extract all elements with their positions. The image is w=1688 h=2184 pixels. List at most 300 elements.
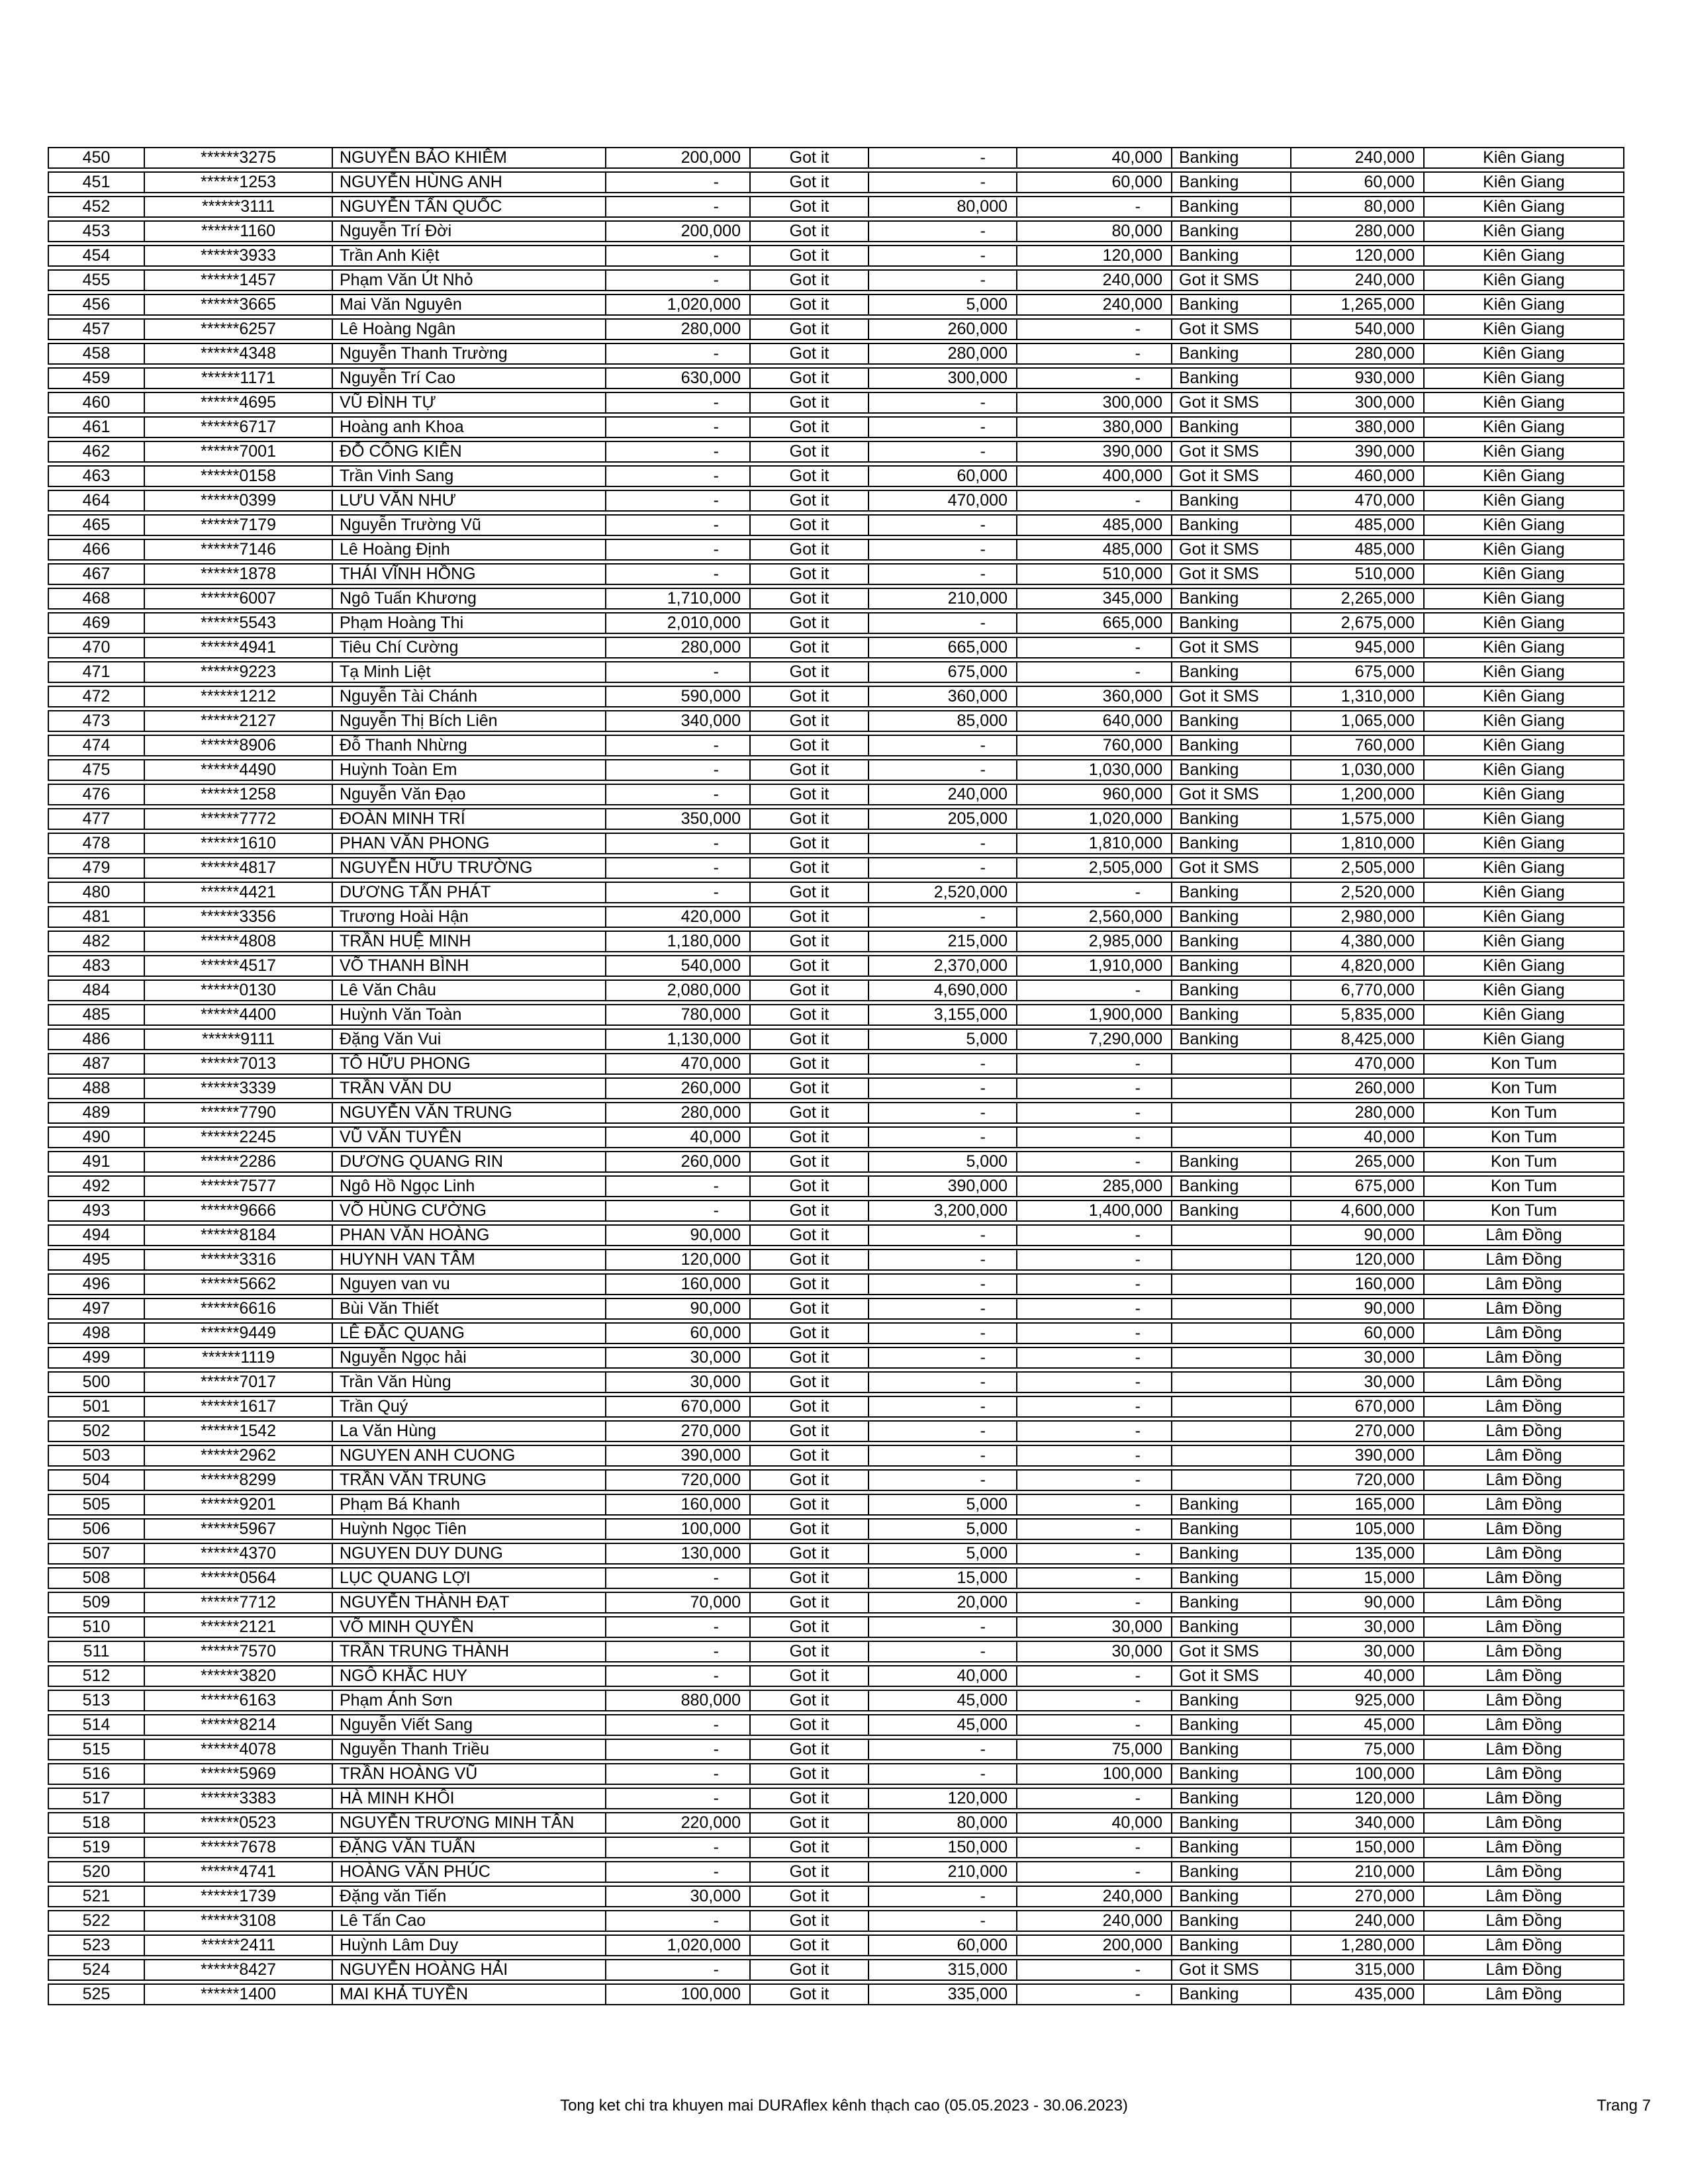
cell-customer-name: Tạ Minh Liệt bbox=[333, 662, 606, 682]
table-row bbox=[48, 1788, 1624, 1809]
cell-customer-name: VÕ MINH QUYỀN bbox=[333, 1617, 606, 1637]
table-row bbox=[48, 1322, 1624, 1344]
cell-customer-name: TRẦN VĂN DU bbox=[333, 1079, 606, 1098]
cell-amount-2: - bbox=[869, 736, 1017, 755]
cell-amount-2: - bbox=[869, 1373, 1017, 1392]
cell-amount-2: - bbox=[869, 1617, 1017, 1637]
cell-amount-2: - bbox=[869, 1911, 1017, 1931]
cell-total-amount: 2,980,000 bbox=[1291, 907, 1425, 927]
cell-amount-3: 100,000 bbox=[1017, 1764, 1172, 1784]
cell-amount-2: - bbox=[869, 1397, 1017, 1416]
cell-province: Kiên Giang bbox=[1483, 736, 1565, 754]
cell-amount-3: - bbox=[1017, 662, 1172, 682]
cell-amount-3: - bbox=[1017, 344, 1172, 363]
cell-province: Lâm Đồng bbox=[1485, 1569, 1562, 1587]
cell-total-amount: 40,000 bbox=[1291, 1128, 1425, 1147]
cell-got-it-status: Got it bbox=[751, 1299, 869, 1318]
cell-row-number: 470 bbox=[49, 638, 145, 657]
cell-masked-phone: ******4348 bbox=[145, 344, 333, 363]
cell-masked-phone: ******6257 bbox=[145, 320, 333, 339]
cell-amount-1: 280,000 bbox=[606, 320, 751, 339]
cell-amount-1: 420,000 bbox=[606, 907, 751, 927]
cell-got-it-status: Got it bbox=[751, 1911, 869, 1931]
cell-got-it-status: Got it bbox=[751, 516, 869, 535]
cell-amount-2: 3,155,000 bbox=[869, 1005, 1017, 1024]
table-row bbox=[48, 1004, 1624, 1026]
cell-masked-phone: ******6717 bbox=[145, 418, 333, 437]
cell-customer-name: Trần Vinh Sang bbox=[333, 467, 606, 486]
cell-payment-method bbox=[1172, 1054, 1291, 1073]
cell-payment-method: Got it SMS bbox=[1172, 467, 1291, 486]
cell-payment-method: Banking bbox=[1172, 1936, 1291, 1955]
table-row bbox=[48, 1396, 1624, 1418]
cell-payment-method: Banking bbox=[1172, 173, 1291, 192]
cell-amount-1: 350,000 bbox=[606, 809, 751, 829]
cell-total-amount: 210,000 bbox=[1291, 1862, 1425, 1882]
cell-amount-2: 85,000 bbox=[869, 711, 1017, 731]
table-row bbox=[48, 1714, 1624, 1736]
cell-amount-3: 2,505,000 bbox=[1017, 858, 1172, 878]
cell-total-amount: 4,820,000 bbox=[1291, 956, 1425, 976]
cell-province: Kiên Giang bbox=[1483, 711, 1565, 730]
cell-province: Kiên Giang bbox=[1483, 516, 1565, 534]
cell-payment-method: Banking bbox=[1172, 760, 1291, 780]
cell-masked-phone: ******8906 bbox=[145, 736, 333, 755]
cell-total-amount: 1,065,000 bbox=[1291, 711, 1425, 731]
cell-got-it-status: Got it bbox=[751, 1250, 869, 1269]
cell-masked-phone: ******1542 bbox=[145, 1422, 333, 1441]
cell-got-it-status: Got it bbox=[751, 320, 869, 339]
cell-masked-phone: ******8299 bbox=[145, 1471, 333, 1490]
cell-amount-2: 360,000 bbox=[869, 687, 1017, 706]
cell-amount-3: 1,810,000 bbox=[1017, 834, 1172, 853]
cell-province: Kiên Giang bbox=[1483, 222, 1565, 240]
cell-amount-1: - bbox=[606, 736, 751, 755]
cell-payment-method: Banking bbox=[1172, 1715, 1291, 1735]
cell-row-number: 495 bbox=[49, 1250, 145, 1269]
cell-amount-2: - bbox=[869, 1054, 1017, 1073]
cell-customer-name: Huỳnh Toàn Em bbox=[333, 760, 606, 780]
cell-payment-method: Banking bbox=[1172, 1740, 1291, 1759]
cell-province: Lâm Đồng bbox=[1485, 1764, 1562, 1783]
cell-amount-1: 30,000 bbox=[606, 1373, 751, 1392]
cell-amount-2: 5,000 bbox=[869, 1152, 1017, 1171]
cell-amount-3: 665,000 bbox=[1017, 614, 1172, 633]
cell-customer-name: Nguyễn Trí Cao bbox=[333, 369, 606, 388]
cell-amount-2: - bbox=[869, 614, 1017, 633]
cell-total-amount: 470,000 bbox=[1291, 1054, 1425, 1073]
cell-total-amount: 60,000 bbox=[1291, 173, 1425, 192]
table-row bbox=[48, 637, 1624, 659]
cell-masked-phone: ******7146 bbox=[145, 540, 333, 559]
table-row bbox=[48, 465, 1624, 487]
cell-amount-3: 240,000 bbox=[1017, 1911, 1172, 1931]
cell-amount-1: - bbox=[606, 467, 751, 486]
cell-amount-2: - bbox=[869, 1299, 1017, 1318]
cell-masked-phone: ******0523 bbox=[145, 1813, 333, 1833]
cell-got-it-status: Got it bbox=[751, 467, 869, 486]
cell-got-it-status: Got it bbox=[751, 1103, 869, 1122]
cell-amount-1: - bbox=[606, 1740, 751, 1759]
cell-masked-phone: ******8184 bbox=[145, 1226, 333, 1245]
cell-amount-1: - bbox=[606, 1617, 751, 1637]
table-row bbox=[48, 808, 1624, 830]
cell-row-number: 499 bbox=[49, 1348, 145, 1367]
cell-amount-3: - bbox=[1017, 883, 1172, 902]
cell-amount-2: 5,000 bbox=[869, 1030, 1017, 1049]
cell-total-amount: 60,000 bbox=[1291, 1324, 1425, 1343]
cell-amount-3: 200,000 bbox=[1017, 1936, 1172, 1955]
cell-amount-2: 60,000 bbox=[869, 467, 1017, 486]
cell-masked-phone: ******2962 bbox=[145, 1446, 333, 1465]
cell-masked-phone: ******4400 bbox=[145, 1005, 333, 1024]
cell-got-it-status: Got it bbox=[751, 1324, 869, 1343]
cell-total-amount: 30,000 bbox=[1291, 1617, 1425, 1637]
cell-masked-phone: ******6163 bbox=[145, 1691, 333, 1710]
cell-amount-1: - bbox=[606, 1201, 751, 1220]
table-row bbox=[48, 1934, 1624, 1956]
cell-total-amount: 4,600,000 bbox=[1291, 1201, 1425, 1220]
cell-got-it-status: Got it bbox=[751, 1593, 869, 1612]
cell-amount-3: 760,000 bbox=[1017, 736, 1172, 755]
cell-amount-1: 1,020,000 bbox=[606, 1936, 751, 1955]
cell-province: Kiên Giang bbox=[1483, 491, 1565, 510]
cell-customer-name: Nguyễn Thanh Trường bbox=[333, 344, 606, 363]
cell-amount-3: - bbox=[1017, 1569, 1172, 1588]
cell-amount-3: - bbox=[1017, 1324, 1172, 1343]
cell-total-amount: 120,000 bbox=[1291, 1789, 1425, 1808]
cell-got-it-status: Got it bbox=[751, 1936, 869, 1955]
cell-total-amount: 265,000 bbox=[1291, 1152, 1425, 1171]
cell-payment-method: Banking bbox=[1172, 1544, 1291, 1563]
cell-total-amount: 8,425,000 bbox=[1291, 1030, 1425, 1049]
cell-amount-1: - bbox=[606, 1862, 751, 1882]
cell-payment-method: Got it SMS bbox=[1172, 320, 1291, 339]
cell-row-number: 519 bbox=[49, 1838, 145, 1857]
table-row bbox=[48, 833, 1624, 854]
cell-total-amount: 5,835,000 bbox=[1291, 1005, 1425, 1024]
cell-amount-3: 75,000 bbox=[1017, 1740, 1172, 1759]
cell-amount-1: 40,000 bbox=[606, 1128, 751, 1147]
cell-amount-3: - bbox=[1017, 1593, 1172, 1612]
cell-customer-name: Hoàng anh Khoa bbox=[333, 418, 606, 437]
cell-payment-method bbox=[1172, 1446, 1291, 1465]
cell-amount-2: 15,000 bbox=[869, 1569, 1017, 1588]
cell-masked-phone: ******4517 bbox=[145, 956, 333, 976]
cell-got-it-status: Got it bbox=[751, 981, 869, 1000]
cell-customer-name: Huỳnh Văn Toàn bbox=[333, 1005, 606, 1024]
cell-province: Kiên Giang bbox=[1483, 785, 1565, 803]
table-row bbox=[48, 612, 1624, 634]
cell-total-amount: 340,000 bbox=[1291, 1813, 1425, 1833]
cell-total-amount: 280,000 bbox=[1291, 344, 1425, 363]
cell-got-it-status: Got it bbox=[751, 1715, 869, 1735]
cell-amount-3: - bbox=[1017, 320, 1172, 339]
cell-total-amount: 675,000 bbox=[1291, 662, 1425, 682]
cell-province: Lâm Đồng bbox=[1485, 1495, 1562, 1514]
cell-amount-2: - bbox=[869, 393, 1017, 412]
cell-amount-3: - bbox=[1017, 1079, 1172, 1098]
cell-total-amount: 75,000 bbox=[1291, 1740, 1425, 1759]
cell-amount-3: 240,000 bbox=[1017, 295, 1172, 314]
table-row bbox=[48, 661, 1624, 683]
cell-row-number: 460 bbox=[49, 393, 145, 412]
cell-total-amount: 160,000 bbox=[1291, 1275, 1425, 1294]
table-row bbox=[48, 1077, 1624, 1099]
table-row bbox=[48, 1151, 1624, 1173]
cell-got-it-status: Got it bbox=[751, 614, 869, 633]
cell-amount-2: 5,000 bbox=[869, 1495, 1017, 1514]
cell-customer-name: NGUYỄN TẤN QUỐC bbox=[333, 197, 606, 216]
cell-customer-name: Phạm Ánh Sơn bbox=[333, 1691, 606, 1710]
cell-row-number: 516 bbox=[49, 1764, 145, 1784]
cell-masked-phone: ******3820 bbox=[145, 1666, 333, 1686]
cell-total-amount: 90,000 bbox=[1291, 1299, 1425, 1318]
cell-row-number: 492 bbox=[49, 1177, 145, 1196]
cell-province: Kiên Giang bbox=[1483, 565, 1565, 583]
cell-amount-2: 315,000 bbox=[869, 1960, 1017, 1979]
cell-masked-phone: ******1617 bbox=[145, 1397, 333, 1416]
cell-row-number: 467 bbox=[49, 565, 145, 584]
cell-amount-3: - bbox=[1017, 1789, 1172, 1808]
cell-customer-name: Nguyễn Tài Chánh bbox=[333, 687, 606, 706]
cell-total-amount: 260,000 bbox=[1291, 1079, 1425, 1098]
cell-masked-phone: ******0158 bbox=[145, 467, 333, 486]
cell-row-number: 487 bbox=[49, 1054, 145, 1073]
cell-amount-3: 640,000 bbox=[1017, 711, 1172, 731]
cell-payment-method: Banking bbox=[1172, 1887, 1291, 1906]
cell-row-number: 522 bbox=[49, 1911, 145, 1931]
cell-total-amount: 1,265,000 bbox=[1291, 295, 1425, 314]
cell-payment-method: Banking bbox=[1172, 1691, 1291, 1710]
cell-amount-2: 150,000 bbox=[869, 1838, 1017, 1857]
cell-total-amount: 485,000 bbox=[1291, 540, 1425, 559]
cell-province: Lâm Đồng bbox=[1485, 1985, 1562, 2003]
cell-customer-name: NGUYỄN BẢO KHIÊM bbox=[333, 148, 606, 167]
cell-total-amount: 30,000 bbox=[1291, 1348, 1425, 1367]
cell-total-amount: 105,000 bbox=[1291, 1520, 1425, 1539]
cell-amount-3: 285,000 bbox=[1017, 1177, 1172, 1196]
table-row bbox=[48, 979, 1624, 1001]
cell-amount-1: 30,000 bbox=[606, 1887, 751, 1906]
table-row bbox=[48, 1567, 1624, 1589]
cell-customer-name: Lê Tấn Cao bbox=[333, 1911, 606, 1931]
cell-payment-method: Banking bbox=[1172, 1152, 1291, 1171]
cell-total-amount: 2,675,000 bbox=[1291, 614, 1425, 633]
cell-row-number: 488 bbox=[49, 1079, 145, 1098]
cell-amount-3: - bbox=[1017, 1544, 1172, 1563]
cell-got-it-status: Got it bbox=[751, 1642, 869, 1661]
cell-amount-3: 30,000 bbox=[1017, 1642, 1172, 1661]
cell-amount-1: - bbox=[606, 271, 751, 290]
cell-customer-name: Đặng Văn Vui bbox=[333, 1030, 606, 1049]
cell-amount-3: 80,000 bbox=[1017, 222, 1172, 241]
cell-masked-phone: ******4490 bbox=[145, 760, 333, 780]
cell-amount-3: - bbox=[1017, 1715, 1172, 1735]
cell-customer-name: Nguyễn Văn Đạo bbox=[333, 785, 606, 804]
cell-row-number: 523 bbox=[49, 1936, 145, 1955]
cell-province: Lâm Đồng bbox=[1485, 1250, 1562, 1269]
cell-total-amount: 165,000 bbox=[1291, 1495, 1425, 1514]
cell-row-number: 476 bbox=[49, 785, 145, 804]
cell-got-it-status: Got it bbox=[751, 1471, 869, 1490]
cell-payment-method: Banking bbox=[1172, 1838, 1291, 1857]
cell-amount-2: - bbox=[869, 418, 1017, 437]
footer-title: Tong ket chi tra khuyen mai DURAflex kênh thạch cao (05.05.2023 - 30.06.2023) bbox=[560, 2097, 1128, 2115]
cell-total-amount: 90,000 bbox=[1291, 1226, 1425, 1245]
cell-customer-name: Lê Hoàng Ngân bbox=[333, 320, 606, 339]
cell-masked-phone: ******4941 bbox=[145, 638, 333, 657]
cell-payment-method: Got it SMS bbox=[1172, 565, 1291, 584]
cell-row-number: 454 bbox=[49, 246, 145, 265]
cell-amount-2: - bbox=[869, 1275, 1017, 1294]
cell-row-number: 521 bbox=[49, 1887, 145, 1906]
cell-row-number: 469 bbox=[49, 614, 145, 633]
cell-got-it-status: Got it bbox=[751, 785, 869, 804]
cell-customer-name: DƯƠNG TẤN PHÁT bbox=[333, 883, 606, 902]
cell-payment-method bbox=[1172, 1103, 1291, 1122]
cell-amount-2: 210,000 bbox=[869, 1862, 1017, 1882]
cell-amount-1: 60,000 bbox=[606, 1324, 751, 1343]
cell-payment-method: Banking bbox=[1172, 369, 1291, 388]
cell-got-it-status: Got it bbox=[751, 907, 869, 927]
cell-amount-2: 3,200,000 bbox=[869, 1201, 1017, 1220]
cell-amount-3: 120,000 bbox=[1017, 246, 1172, 265]
cell-total-amount: 1,310,000 bbox=[1291, 687, 1425, 706]
cell-province: Lâm Đồng bbox=[1485, 1666, 1562, 1685]
cell-total-amount: 280,000 bbox=[1291, 222, 1425, 241]
cell-customer-name: Nguyễn Thanh Triều bbox=[333, 1740, 606, 1759]
cell-province: Lâm Đồng bbox=[1485, 1593, 1562, 1612]
cell-amount-2: 675,000 bbox=[869, 662, 1017, 682]
cell-amount-3: 485,000 bbox=[1017, 516, 1172, 535]
cell-total-amount: 1,030,000 bbox=[1291, 760, 1425, 780]
cell-masked-phone: ******5662 bbox=[145, 1275, 333, 1294]
cell-row-number: 451 bbox=[49, 173, 145, 192]
cell-total-amount: 280,000 bbox=[1291, 1103, 1425, 1122]
cell-row-number: 493 bbox=[49, 1201, 145, 1220]
cell-payment-method: Banking bbox=[1172, 711, 1291, 731]
table-row bbox=[48, 367, 1624, 389]
cell-amount-2: - bbox=[869, 271, 1017, 290]
cell-total-amount: 435,000 bbox=[1291, 1985, 1425, 2004]
cell-row-number: 457 bbox=[49, 320, 145, 339]
cell-amount-2: - bbox=[869, 834, 1017, 853]
cell-customer-name: DƯƠNG QUANG RIN bbox=[333, 1152, 606, 1171]
cell-amount-1: 100,000 bbox=[606, 1520, 751, 1539]
cell-province: Lâm Đồng bbox=[1485, 1960, 1562, 1979]
cell-masked-phone: ******4695 bbox=[145, 393, 333, 412]
cell-customer-name: Trần Văn Hùng bbox=[333, 1373, 606, 1392]
cell-got-it-status: Got it bbox=[751, 1617, 869, 1637]
cell-amount-2: - bbox=[869, 1764, 1017, 1784]
cell-customer-name: Đỗ Thanh Nhừng bbox=[333, 736, 606, 755]
cell-amount-2: - bbox=[869, 1103, 1017, 1122]
cell-payment-method bbox=[1172, 1226, 1291, 1245]
cell-amount-1: - bbox=[606, 516, 751, 535]
cell-payment-method: Got it SMS bbox=[1172, 687, 1291, 706]
cell-masked-phone: ******3275 bbox=[145, 148, 333, 167]
cell-amount-1: - bbox=[606, 540, 751, 559]
cell-row-number: 475 bbox=[49, 760, 145, 780]
cell-total-amount: 150,000 bbox=[1291, 1838, 1425, 1857]
cell-customer-name: LỤC QUANG LỢI bbox=[333, 1569, 606, 1588]
cell-customer-name: Ngô Hồ Ngọc Linh bbox=[333, 1177, 606, 1196]
cell-masked-phone: ******2245 bbox=[145, 1128, 333, 1147]
cell-got-it-status: Got it bbox=[751, 1226, 869, 1245]
cell-customer-name: LÊ ĐẮC QUANG bbox=[333, 1324, 606, 1343]
cell-got-it-status: Got it bbox=[751, 1691, 869, 1710]
cell-amount-1: 260,000 bbox=[606, 1079, 751, 1098]
cell-province: Lâm Đồng bbox=[1485, 1838, 1562, 1856]
cell-row-number: 496 bbox=[49, 1275, 145, 1294]
cell-got-it-status: Got it bbox=[751, 1422, 869, 1441]
cell-customer-name: NGÔ KHẮC HUY bbox=[333, 1666, 606, 1686]
cell-got-it-status: Got it bbox=[751, 687, 869, 706]
cell-row-number: 508 bbox=[49, 1569, 145, 1588]
cell-amount-3: - bbox=[1017, 981, 1172, 1000]
cell-got-it-status: Got it bbox=[751, 1373, 869, 1392]
cell-got-it-status: Got it bbox=[751, 1985, 869, 2004]
cell-amount-1: - bbox=[606, 1715, 751, 1735]
cell-amount-3: - bbox=[1017, 1152, 1172, 1171]
cell-masked-phone: ******1878 bbox=[145, 565, 333, 584]
cell-province: Kiên Giang bbox=[1483, 197, 1565, 216]
cell-row-number: 471 bbox=[49, 662, 145, 682]
cell-province: Kon Tum bbox=[1490, 1103, 1558, 1122]
cell-province: Kiên Giang bbox=[1483, 883, 1565, 901]
cell-amount-3: - bbox=[1017, 1446, 1172, 1465]
cell-total-amount: 240,000 bbox=[1291, 1911, 1425, 1931]
cell-row-number: 464 bbox=[49, 491, 145, 510]
cell-amount-2: 210,000 bbox=[869, 589, 1017, 608]
cell-got-it-status: Got it bbox=[751, 662, 869, 682]
cell-row-number: 498 bbox=[49, 1324, 145, 1343]
cell-amount-2: 665,000 bbox=[869, 638, 1017, 657]
cell-amount-1: 670,000 bbox=[606, 1397, 751, 1416]
cell-customer-name: THÁI VĨNH HỒNG bbox=[333, 565, 606, 584]
cell-amount-3: - bbox=[1017, 1495, 1172, 1514]
table-row bbox=[48, 1469, 1624, 1491]
table-row bbox=[48, 857, 1624, 879]
cell-customer-name: NGUYỄN VĂN TRUNG bbox=[333, 1103, 606, 1122]
cell-amount-3: 2,560,000 bbox=[1017, 907, 1172, 927]
table-row bbox=[48, 710, 1624, 732]
cell-total-amount: 760,000 bbox=[1291, 736, 1425, 755]
cell-amount-1: - bbox=[606, 1838, 751, 1857]
cell-province: Kon Tum bbox=[1490, 1054, 1558, 1073]
cell-masked-phone: ******4741 bbox=[145, 1862, 333, 1882]
table-row bbox=[48, 1983, 1624, 2005]
cell-amount-1: - bbox=[606, 173, 751, 192]
cell-amount-1: 1,130,000 bbox=[606, 1030, 751, 1049]
cell-amount-2: 300,000 bbox=[869, 369, 1017, 388]
cell-amount-1: - bbox=[606, 565, 751, 584]
cell-province: Lâm Đồng bbox=[1485, 1911, 1562, 1930]
cell-amount-2: - bbox=[869, 516, 1017, 535]
cell-amount-3: 2,985,000 bbox=[1017, 932, 1172, 951]
cell-total-amount: 1,280,000 bbox=[1291, 1936, 1425, 1955]
cell-customer-name: MAI KHẢ TUYỀN bbox=[333, 1985, 606, 2004]
cell-province: Kiên Giang bbox=[1483, 442, 1565, 461]
table-row bbox=[48, 196, 1624, 218]
cell-amount-1: - bbox=[606, 1177, 751, 1196]
cell-got-it-status: Got it bbox=[751, 1397, 869, 1416]
cell-amount-1: 220,000 bbox=[606, 1813, 751, 1833]
cell-masked-phone: ******0564 bbox=[145, 1569, 333, 1588]
table-row bbox=[48, 784, 1624, 805]
cell-got-it-status: Got it bbox=[751, 222, 869, 241]
